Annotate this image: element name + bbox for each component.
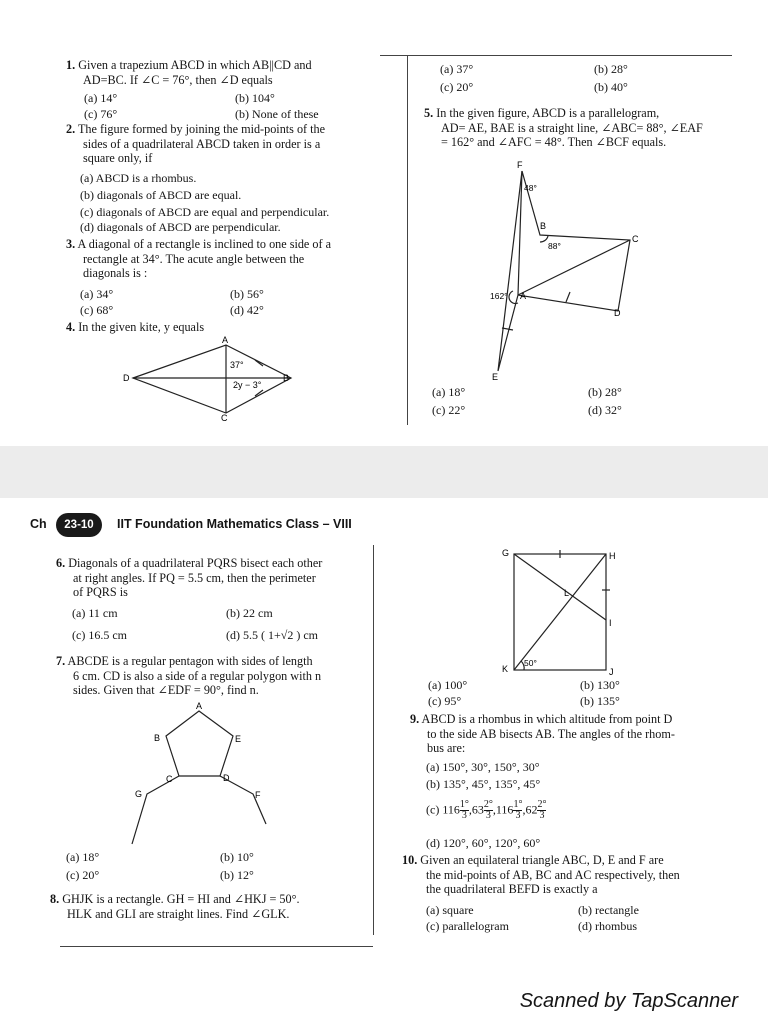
- q9-c-num2: 2°: [483, 799, 493, 810]
- q5-option-d: (d) 32°: [588, 403, 622, 417]
- rect-label-g: G: [502, 548, 510, 558]
- question-9: [410, 712, 750, 756]
- q5-number: 5.: [424, 106, 434, 120]
- q5-option-b: (b) 28°: [588, 385, 622, 399]
- q9-c-den3: 3: [515, 810, 521, 821]
- q3-line1: A diagonal of a rectangle is inclined to one side of a: [77, 237, 332, 251]
- kite-label-b: B: [283, 373, 290, 383]
- fig-angle-162: 162°: [490, 291, 508, 301]
- kite-angle-37: 37°: [230, 360, 244, 370]
- q2-option-d: (d) diagonals of ABCD are perpendicular.: [80, 220, 281, 234]
- q8-option-d: (b) 135°: [580, 694, 620, 708]
- page-gap: [0, 446, 768, 498]
- q9-line3: bus are:: [427, 741, 466, 756]
- q6-line1: Diagonals of a quadrilateral PQRS bisect each other: [68, 556, 323, 570]
- question-5: [424, 106, 744, 150]
- question-1: [66, 58, 386, 87]
- q10-line1: Given an equilateral triangle ABC, D, E and F are: [420, 853, 664, 867]
- q9-c-frac1: [460, 800, 469, 821]
- q7-option-d: (b) 12°: [220, 868, 254, 882]
- q9-c-mid2: ,116: [492, 802, 514, 817]
- q2-option-c: (c) diagonals of ABCD are equal and perpendicular.: [80, 205, 330, 219]
- top-rule: [380, 55, 732, 56]
- q7-option-c: (c) 20°: [66, 868, 100, 882]
- fig-label-d: D: [614, 308, 621, 318]
- q1-option-c: (c) 76°: [84, 107, 118, 121]
- parallelogram-figure: [480, 158, 650, 383]
- kite-figure: [115, 335, 305, 425]
- q4-option-b: (b) 28°: [594, 62, 628, 76]
- rect-angle-50: 50°: [524, 658, 537, 668]
- q2-number: 2.: [66, 122, 76, 136]
- q5-option-a: (a) 18°: [432, 385, 466, 399]
- q1-number: 1.: [66, 58, 76, 72]
- q9-c-frac4: [537, 800, 546, 821]
- q3-option-a: (a) 34°: [80, 287, 114, 301]
- q6-number: 6.: [56, 556, 66, 570]
- q7-option-a: (a) 18°: [66, 850, 100, 864]
- q9-c-num1: 1°: [459, 799, 469, 810]
- q2-option-b: (b) diagonals of ABCD are equal.: [80, 188, 242, 202]
- q9-option-b: (b) 135°, 45°, 135°, 45°: [426, 777, 541, 791]
- q9-line2: to the side AB bisects AB. The angles of the rhom-: [427, 726, 675, 741]
- q8-option-a: (a) 100°: [428, 678, 468, 692]
- q10-option-a: (a) square: [426, 903, 474, 917]
- q4-option-a: (a) 37°: [440, 62, 474, 76]
- q7-number: 7.: [56, 654, 66, 668]
- q8-option-b: (b) 130°: [580, 678, 620, 692]
- q3-option-c: (c) 68°: [80, 303, 114, 317]
- q9-option-a: (a) 150°, 30°, 150°, 30°: [426, 760, 540, 774]
- fig-label-e: E: [492, 372, 499, 382]
- q5-line3: = 162° and ∠AFC = 48°. Then ∠BCF equals.: [441, 135, 667, 150]
- question-7: [56, 654, 376, 698]
- q3-option-b: (b) 56°: [230, 287, 264, 301]
- q9-line1: ABCD is a rhombus in which altitude from point D: [421, 712, 673, 726]
- question-10: [402, 853, 752, 897]
- scanner-watermark: Scanned by TapScanner: [519, 990, 738, 1012]
- pent-label-d: D: [223, 773, 230, 783]
- fig-label-a: A: [520, 291, 527, 301]
- q9-c-den1: 3: [461, 810, 467, 821]
- q6-option-a: (a) 11 cm: [72, 606, 118, 620]
- q9-c-den4: 3: [539, 810, 545, 821]
- q2-line2: sides of a quadrilateral ABCD taken in order is a: [83, 136, 321, 151]
- rect-label-h: H: [609, 551, 616, 561]
- kite-label-c: C: [221, 413, 228, 423]
- q10-line3: the quadrilateral BEFD is exactly a: [426, 882, 598, 897]
- q9-option-c: [426, 800, 546, 821]
- q6-option-b: (b) 22 cm: [226, 606, 273, 620]
- question-2: [66, 122, 386, 166]
- q10-line2: the mid-points of AB, BC and AC respectively, then: [426, 867, 680, 882]
- q4-option-c: (c) 20°: [440, 80, 474, 94]
- q4-number: 4.: [66, 320, 76, 334]
- q2-line1: The figure formed by joining the mid-points of the: [77, 122, 326, 136]
- q5-line1: In the given figure, ABCD is a parallelogram,: [436, 106, 660, 120]
- bottom-rule: [60, 946, 373, 947]
- kite-label-d: D: [123, 373, 130, 383]
- pent-label-g: G: [135, 789, 143, 799]
- column-divider: [407, 55, 408, 425]
- q9-c-num3: 1°: [513, 799, 523, 810]
- q8-option-c: (c) 95°: [428, 694, 462, 708]
- q1-option-b: (b) 104°: [235, 91, 275, 105]
- q4-line1: In the given kite, y equals: [78, 320, 205, 334]
- chapter-prefix: Ch: [30, 517, 47, 531]
- q6-line2: at right angles. If PQ = 5.5 cm, then the perimeter: [73, 570, 316, 585]
- kite-angle-expr: 2y − 3°: [233, 380, 262, 390]
- question-6: [56, 556, 376, 600]
- q10-option-d: (d) rhombus: [578, 919, 637, 933]
- q7-line3: sides. Given that ∠EDF = 90°, find n.: [73, 683, 259, 698]
- q1-line2: AD=BC. If ∠C = 76°, then ∠D equals: [83, 72, 273, 87]
- q8-number: 8.: [50, 892, 60, 906]
- q10-option-b: (b) rectangle: [578, 903, 639, 917]
- rect-label-i: I: [609, 618, 612, 628]
- q8-line1: GHJK is a rectangle. GH = HI and ∠HKJ = 50°.: [62, 892, 300, 906]
- q6-option-c: (c) 16.5 cm: [72, 628, 127, 642]
- pent-label-e: E: [235, 734, 242, 744]
- q2-line3: square only, if: [83, 151, 153, 166]
- chapter-chip: 23-10: [56, 513, 102, 537]
- question-4: [66, 320, 386, 335]
- book-title: IIT Foundation Mathematics Class – VIII: [117, 517, 352, 531]
- q9-c-den2: 3: [485, 810, 491, 821]
- fig-label-f: F: [517, 160, 523, 170]
- column-divider-2: [373, 545, 374, 935]
- q9-option-d: (d) 120°, 60°, 120°, 60°: [426, 836, 541, 850]
- q4-option-d: (b) 40°: [594, 80, 628, 94]
- q1-option-a: (a) 14°: [84, 91, 118, 105]
- pent-label-a: A: [196, 701, 203, 711]
- q9-c-mid1: ,63: [468, 802, 484, 817]
- q9-c-mid3: ,62: [522, 802, 538, 817]
- rect-label-j: J: [609, 667, 614, 677]
- pent-label-b: B: [154, 733, 161, 743]
- pent-label-f: F: [255, 790, 261, 800]
- q9-c-pre: (c) 116: [426, 802, 460, 817]
- q7-line2: 6 cm. CD is also a side of a regular polygon with n: [73, 668, 322, 683]
- q9-c-frac2: [484, 800, 493, 821]
- q9-number: 9.: [410, 712, 420, 726]
- q8-line2: HLK and GLI are straight lines. Find ∠GLK.: [67, 906, 290, 921]
- rect-label-l: L: [564, 588, 570, 598]
- fig-label-c: C: [632, 234, 639, 244]
- q10-option-c: (c) parallelogram: [426, 919, 509, 933]
- q10-number: 10.: [402, 853, 418, 867]
- fig-angle-88: 88°: [548, 241, 561, 251]
- fig-label-b: B: [540, 221, 547, 231]
- q5-line2: AD= AE, BAE is a straight line, ∠ABC= 88°, ∠EAF: [441, 120, 703, 135]
- kite-label-a: A: [222, 335, 229, 345]
- pentagon-figure: [120, 700, 280, 848]
- q6-line3: of PQRS is: [73, 585, 128, 600]
- fig-angle-48: 48°: [524, 183, 537, 193]
- q7-option-b: (b) 10°: [220, 850, 254, 864]
- q5-option-c: (c) 22°: [432, 403, 466, 417]
- q7-line1: ABCDE is a regular pentagon with sides of length: [67, 654, 313, 668]
- q1-line1: Given a trapezium ABCD in which AB||CD and: [78, 58, 312, 72]
- q3-line2: rectangle at 34°. The acute angle between the: [83, 251, 305, 266]
- q2-option-a: (a) ABCD is a rhombus.: [80, 171, 197, 185]
- question-8: [50, 892, 380, 921]
- q3-number: 3.: [66, 237, 76, 251]
- q9-c-num4: 2°: [537, 799, 547, 810]
- pent-label-c: C: [166, 774, 173, 784]
- q1-option-d: (b) None of these: [235, 107, 319, 121]
- q6-option-d: (d) 5.5 ( 1+√2 ) cm: [226, 628, 318, 642]
- rect-label-k: K: [502, 664, 509, 674]
- question-3: [66, 237, 386, 281]
- q3-option-d: (d) 42°: [230, 303, 264, 317]
- q3-line3: diagonals is :: [83, 266, 148, 281]
- rectangle-figure: [496, 546, 626, 680]
